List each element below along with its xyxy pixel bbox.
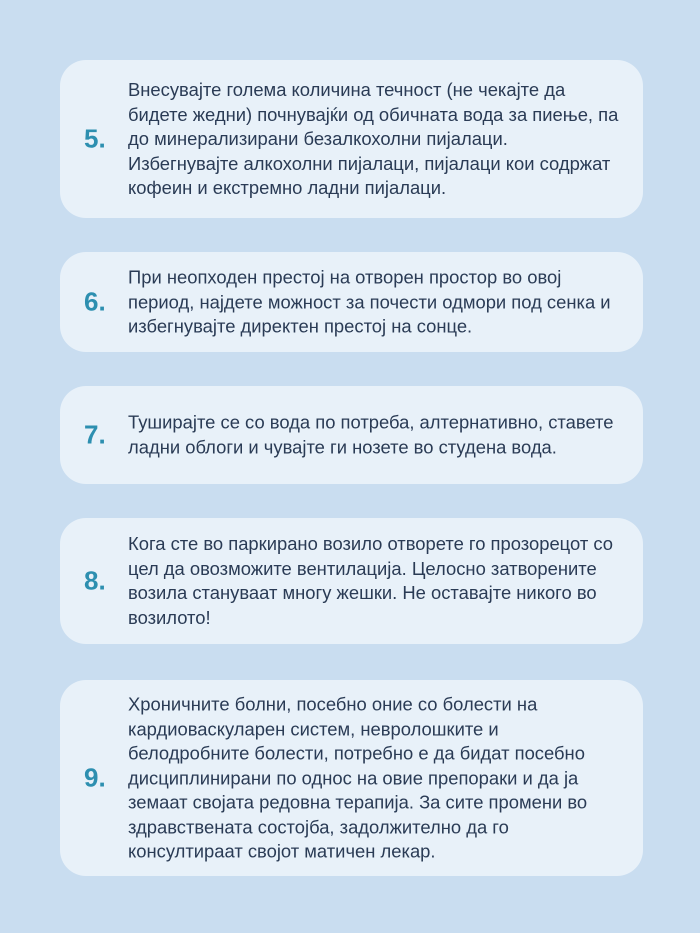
advice-card-6 <box>60 252 643 352</box>
item-number: 9. <box>84 762 106 793</box>
advice-card-9 <box>60 680 643 876</box>
item-text: Кога сте во паркирано возило отворете го прозорецот со цел да овозможите вентилација. Целосно затворените возила стануваат многу жешки. Не оставајте никого во возилото! <box>128 533 613 628</box>
advice-card-8 <box>60 518 643 644</box>
item-number: 7. <box>84 419 106 450</box>
advice-card-7 <box>60 386 643 484</box>
item-text: Туширајте се со вода по потреба, алтернативно, ставете ладни облоги и чувајте ги нозете во студена вода. <box>128 411 614 457</box>
item-text: При неопходен престој на отворен простор во овој период, најдете можност за почести одмори под сенка и избегнувајте директен престој на сонце. <box>128 266 611 337</box>
advice-card-5 <box>60 60 643 218</box>
item-number: 5. <box>84 123 106 154</box>
item-text: Внесувајте голема количина течност (не чекајте да бидете жедни) почнувајќи од обичната вода за пиење, па до минерализирани безалкохолни пијалаци. Избегнувајте алкохолни пијалаци, пијалаци кои содржат кофеин и екстремно ладни пијалаци. <box>128 78 619 198</box>
item-number: 8. <box>84 565 106 596</box>
item-number: 6. <box>84 286 106 317</box>
item-text: Хроничните болни, посебно оние со болести на кардиоваскуларен систем, невролошките и белодробните болести, потребно е да бидат посебно дисциплинирани по однос на овие препораки и да ја земаат својата редовна терапија. За сите промени во здравствената состојба, задолжително да го консултираат својот матичен лекар. <box>128 693 588 862</box>
